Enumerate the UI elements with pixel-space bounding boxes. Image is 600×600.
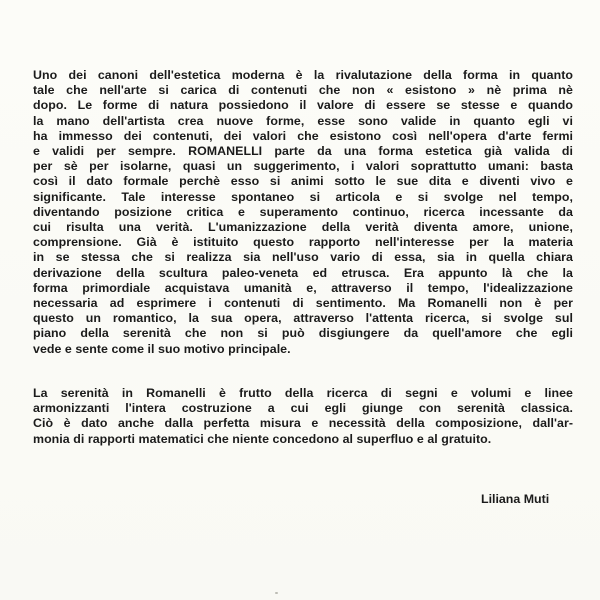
- text-line: comprensione. Già è istituito questo rapporto nell'interesse per la materia: [33, 235, 573, 250]
- text-line: monia di rapporti matematici che niente concedono al superfluo e al gratuito.: [33, 431, 492, 446]
- text-line: la mano dell'artista crea nuove forme, esse sono valide in quanto egli vi: [33, 113, 573, 128]
- text-line: dopo. Le forme di natura possiedono il valore di essere se stesse e quando: [33, 98, 573, 113]
- text-line: necessaria ad esprimere i contenuti di sentimento. Ma Romanelli non è per: [33, 296, 573, 311]
- text-line: piano della serenità che non si può disgiungere da quell'amore che egli: [33, 326, 573, 341]
- paragraph-romanelli-form: [33, 68, 573, 357]
- text-line: Ciò è dato anche dalla perfetta misura e necessità della composizione, dall'ar-: [33, 416, 573, 431]
- text-line: vede e sente come il suo motivo principale.: [33, 341, 291, 356]
- text-line: significante. Tale interesse spontaneo si articola e si svolge nel tempo,: [33, 189, 573, 204]
- text-line: diventando posizione critica e superamento continuo, ricerca incessante da: [33, 204, 573, 219]
- text-line: forma primordiale acquistava umanità e, attraverso il tempo, l'idealizzazione: [33, 280, 573, 295]
- paragraph-romanelli-serenity: [33, 386, 573, 447]
- text-line: questo un romantico, la sua opera, attraverso l'attenta ricerca, si svolge sul: [33, 311, 573, 326]
- author-signature: Liliana Muti: [481, 492, 550, 506]
- text-line: Uno dei canoni dell'estetica moderna è la rivalutazione della forma in quanto: [33, 68, 573, 82]
- text-line: per sè per isolarne, quasi un suggerimento, i valori soprattutto umani: basta: [33, 159, 573, 174]
- paper-speck: [275, 592, 278, 594]
- text-line: La serenità in Romanelli è frutto della ricerca di segni e volumi e linee: [33, 386, 573, 400]
- text-line: così il dato formale perchè esso si animi sotto le sue dita e diventi vivo e: [33, 174, 573, 189]
- text-line: cui risulta una verità. L'umanizzazione della verità diventa amore, unione,: [33, 220, 573, 235]
- text-line: armonizzanti l'intera costruzione a cui egli giunge con serenità classica.: [33, 401, 573, 416]
- text-line: tale che nell'arte si carica di contenuti che non « esistono » nè prima nè: [33, 83, 573, 98]
- text-line: in se stessa che si realizza sia nell'uso vario di essa, sia in quella chiara: [33, 250, 573, 265]
- text-line: e validi per sempre. ROMANELLI parte da una forma estetica già valida di: [33, 144, 573, 159]
- text-line: derivazione della scultura paleo-veneta ed etrusca. Era appunto là che la: [33, 265, 573, 280]
- text-line: ha immesso dei contenuti, dei valori che esistono così nell'opera d'arte fermi: [33, 128, 573, 143]
